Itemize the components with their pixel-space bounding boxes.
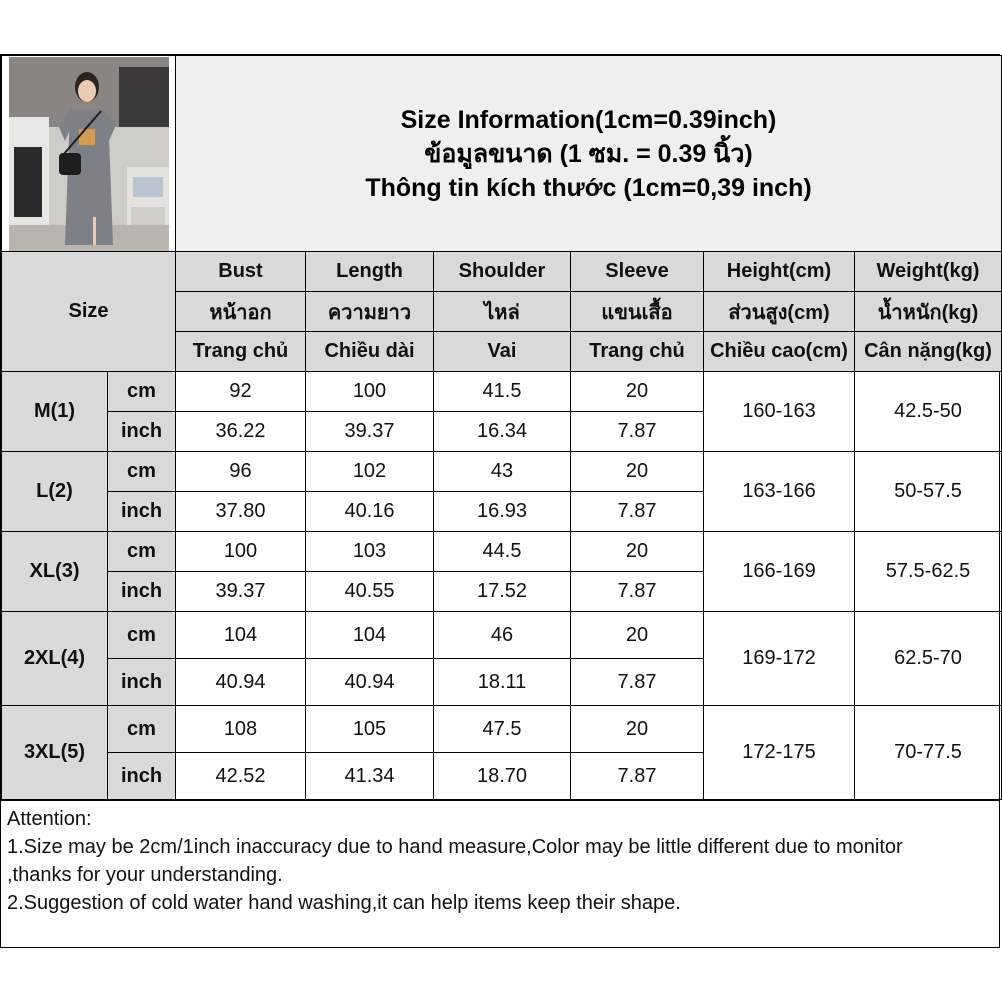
- table-row: [2, 532, 1002, 572]
- measurement-cell: 105: [306, 706, 434, 753]
- measurement-cell: 17.52: [434, 572, 571, 612]
- title-english: Size Information(1cm=0.39inch): [400, 105, 777, 134]
- size-chart: [0, 54, 1000, 948]
- unit-label: cm: [108, 452, 176, 492]
- column-header: Cân nặng(kg): [855, 332, 1002, 372]
- column-header: Length: [306, 252, 434, 292]
- measurement-cell: 100: [306, 372, 434, 412]
- measurement-cell: 43: [434, 452, 571, 492]
- measurement-cell: 40.94: [306, 659, 434, 706]
- measurement-cell: 100: [176, 532, 306, 572]
- column-header: หน้าอก: [176, 292, 306, 332]
- measurement-cell: 20: [571, 532, 704, 572]
- measurement-cell: 102: [306, 452, 434, 492]
- measurement-cell: 36.22: [176, 412, 306, 452]
- measurement-cell: 39.37: [306, 412, 434, 452]
- column-header: น้ำหนัก(kg): [855, 292, 1002, 332]
- measurement-cell: 20: [571, 452, 704, 492]
- header-row-en: [2, 252, 1002, 292]
- weight-cell: 42.5-50: [855, 372, 1002, 452]
- unit-label: cm: [108, 372, 176, 412]
- measurement-cell: 20: [571, 372, 704, 412]
- table-row: [2, 612, 1002, 659]
- title-thai: ข้อมูลขนาด (1 ซม. = 0.39 นิ้ว): [424, 139, 753, 168]
- measurement-cell: 40.55: [306, 572, 434, 612]
- measurement-cell: 7.87: [571, 753, 704, 800]
- weight-cell: 62.5-70: [855, 612, 1002, 706]
- unit-label: inch: [108, 659, 176, 706]
- attention-line-1: 1.Size may be 2cm/1inch inaccuracy due to hand measure,Color may be little different due to monitor: [7, 836, 903, 858]
- measurement-cell: 103: [306, 532, 434, 572]
- measurement-cell: 20: [571, 612, 704, 659]
- column-header: ส่วนสูง(cm): [704, 292, 855, 332]
- size-name: 3XL(5): [2, 706, 108, 800]
- measurement-cell: 104: [306, 612, 434, 659]
- title-block: [176, 56, 1002, 252]
- column-header: Trang chủ: [176, 332, 306, 372]
- measurement-cell: 41.34: [306, 753, 434, 800]
- attention-notes: [1, 800, 999, 947]
- column-header: ไหล่: [434, 292, 571, 332]
- attention-line-3: 2.Suggestion of cold water hand washing,it can help items keep their shape.: [7, 892, 681, 914]
- measurement-cell: 108: [176, 706, 306, 753]
- measurement-cell: 18.11: [434, 659, 571, 706]
- measurement-cell: 92: [176, 372, 306, 412]
- measurement-cell: 96: [176, 452, 306, 492]
- size-name: M(1): [2, 372, 108, 452]
- measurement-cell: 7.87: [571, 659, 704, 706]
- column-header: Vai: [434, 332, 571, 372]
- weight-cell: 57.5-62.5: [855, 532, 1002, 612]
- column-header: แขนเสื้อ: [571, 292, 704, 332]
- measurement-cell: 47.5: [434, 706, 571, 753]
- height-cell: 166-169: [704, 532, 855, 612]
- unit-label: inch: [108, 572, 176, 612]
- product-photo: [9, 57, 169, 251]
- title-vietnamese: Thông tin kích thước (1cm=0,39 inch): [365, 173, 812, 202]
- measurement-cell: 16.93: [434, 492, 571, 532]
- size-name: 2XL(4): [2, 612, 108, 706]
- weight-cell: 70-77.5: [855, 706, 1002, 800]
- column-header: Trang chủ: [571, 332, 704, 372]
- unit-label: inch: [108, 412, 176, 452]
- product-photo-cell: [2, 56, 176, 252]
- measurement-cell: 7.87: [571, 492, 704, 532]
- measurement-cell: 7.87: [571, 572, 704, 612]
- height-cell: 169-172: [704, 612, 855, 706]
- attention-line-2: ,thanks for your understanding.: [7, 864, 283, 886]
- column-header: Shoulder: [434, 252, 571, 292]
- column-header: Chiều dài: [306, 332, 434, 372]
- unit-label: cm: [108, 532, 176, 572]
- height-cell: 160-163: [704, 372, 855, 452]
- weight-cell: 50-57.5: [855, 452, 1002, 532]
- measurement-cell: 16.34: [434, 412, 571, 452]
- column-header: ความยาว: [306, 292, 434, 332]
- size-label: Size: [2, 252, 176, 372]
- unit-label: cm: [108, 612, 176, 659]
- column-header: Chiều cao(cm): [704, 332, 855, 372]
- measurement-cell: 37.80: [176, 492, 306, 532]
- column-header: Sleeve: [571, 252, 704, 292]
- measurement-cell: 18.70: [434, 753, 571, 800]
- measurement-cell: 44.5: [434, 532, 571, 572]
- measurement-cell: 39.37: [176, 572, 306, 612]
- size-table: [1, 55, 1002, 800]
- measurement-cell: 46: [434, 612, 571, 659]
- table-row: [2, 452, 1002, 492]
- measurement-cell: 42.52: [176, 753, 306, 800]
- attention-heading: Attention:: [7, 808, 92, 830]
- measurement-cell: 40.16: [306, 492, 434, 532]
- size-name: XL(3): [2, 532, 108, 612]
- measurement-cell: 20: [571, 706, 704, 753]
- measurement-cell: 41.5: [434, 372, 571, 412]
- size-name: L(2): [2, 452, 108, 532]
- table-row: [2, 706, 1002, 753]
- column-header: Weight(kg): [855, 252, 1002, 292]
- height-cell: 163-166: [704, 452, 855, 532]
- measurement-cell: 7.87: [571, 412, 704, 452]
- measurement-cell: 40.94: [176, 659, 306, 706]
- column-header: Bust: [176, 252, 306, 292]
- unit-label: inch: [108, 492, 176, 532]
- unit-label: inch: [108, 753, 176, 800]
- table-row: [2, 372, 1002, 412]
- height-cell: 172-175: [704, 706, 855, 800]
- measurement-cell: 104: [176, 612, 306, 659]
- column-header: Height(cm): [704, 252, 855, 292]
- unit-label: cm: [108, 706, 176, 753]
